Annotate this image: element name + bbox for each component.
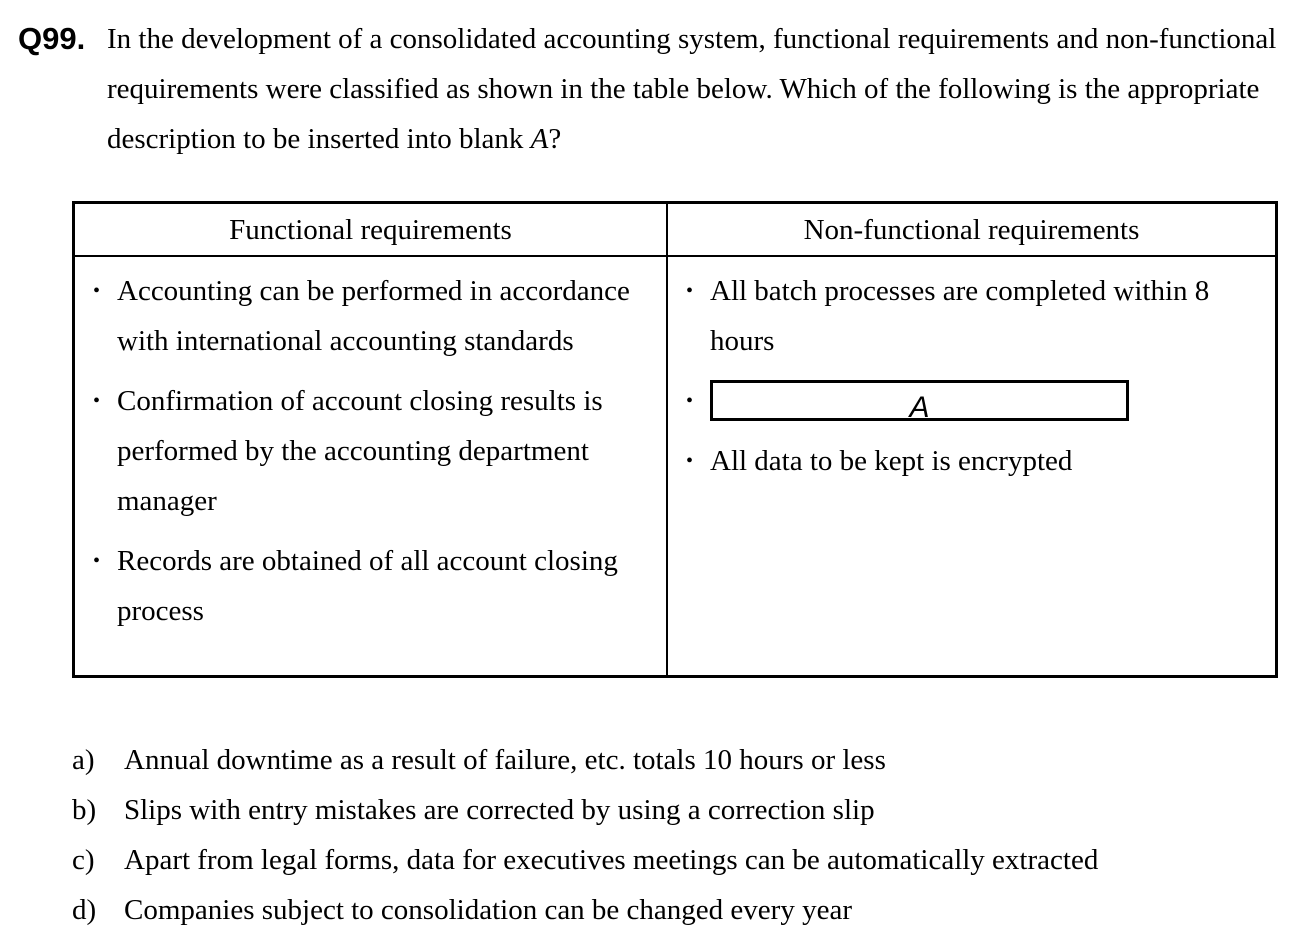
blank-a-label: A (909, 391, 930, 424)
column-header-non-functional: Non-functional requirements (668, 204, 1275, 257)
blank-a-box (710, 380, 1129, 424)
bullet-icon: • (686, 450, 694, 472)
question-text-suffix: ? (548, 123, 562, 155)
option-label: b) (72, 794, 97, 826)
option-label: a) (72, 744, 95, 776)
option-text: Slips with entry mistakes are corrected by using a correction slip (124, 794, 875, 826)
list-item (93, 536, 658, 636)
list-item (686, 266, 1267, 366)
functional-requirements-cell (75, 257, 668, 675)
bullet-icon: • (93, 390, 101, 412)
requirements-table (72, 201, 1278, 678)
bullet-icon: • (686, 390, 694, 412)
question-text (107, 14, 1282, 164)
column-header-functional: Functional requirements (75, 204, 668, 257)
option-label: d) (72, 894, 97, 926)
option-text: Annual downtime as a result of failure, etc. totals 10 hours or less (124, 744, 886, 776)
list-item-text: Records are obtained of all account closing process (117, 545, 618, 627)
answer-option-c (72, 835, 1316, 885)
answer-option-d (72, 885, 1316, 935)
answer-option-b (72, 785, 1316, 835)
blank-reference: A (530, 123, 549, 155)
bullet-icon: • (93, 550, 101, 572)
question-block (0, 0, 1316, 164)
question-text-main: In the development of a consolidated accounting system, functional requirements and non-functional requirements were classified as shown in the table below. Which of the following is the appropriate description to be inserted into blank (107, 23, 1277, 155)
list-item (93, 266, 658, 366)
list-item-text: Accounting can be performed in accordance with international accounting standards (117, 275, 630, 357)
list-item-text: All data to be kept is encrypted (710, 445, 1073, 477)
list-item-blank (686, 376, 1267, 426)
list-item-text: All batch processes are completed within 8 hours (710, 275, 1210, 357)
list-item (686, 436, 1267, 486)
list-item-text: Confirmation of account closing results is performed by the accounting department manager (117, 385, 603, 517)
option-label: c) (72, 844, 95, 876)
answer-options (72, 735, 1316, 935)
option-text: Companies subject to consolidation can be changed every year (124, 894, 852, 926)
bullet-icon: • (93, 280, 101, 302)
option-text: Apart from legal forms, data for executives meetings can be automatically extracted (124, 844, 1099, 876)
list-item (93, 376, 658, 526)
non-functional-requirements-cell (668, 257, 1275, 675)
question-number: Q99. (18, 21, 86, 56)
answer-option-a (72, 735, 1316, 785)
bullet-icon: • (686, 280, 694, 302)
